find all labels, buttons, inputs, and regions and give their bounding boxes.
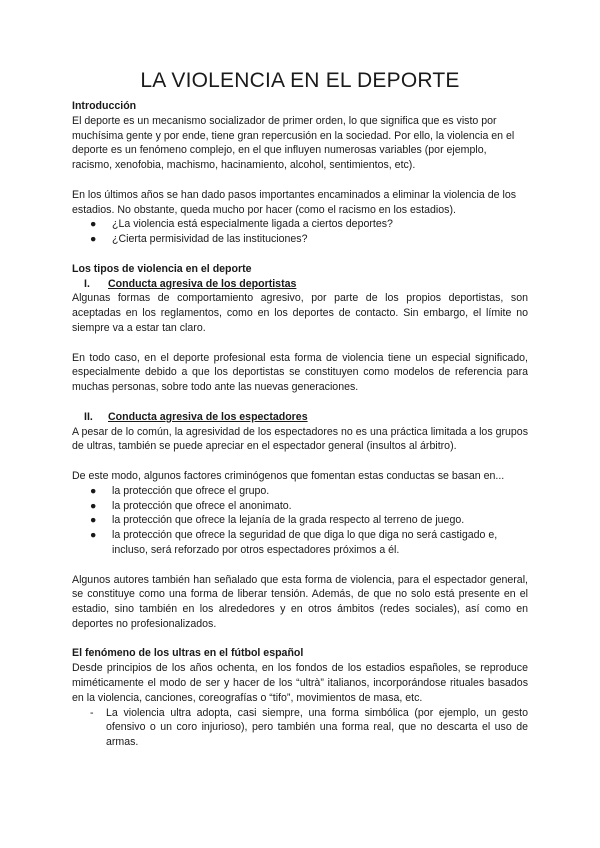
espectadores-paragraph-2: De este modo, algunos factores criminógenos que fomentan estas conductas se basan en... bbox=[72, 469, 505, 482]
spacer bbox=[72, 632, 528, 647]
ultras-heading: El fenómeno de los ultras en el fútbol español bbox=[72, 647, 304, 660]
document-page bbox=[72, 68, 528, 750]
spacer bbox=[72, 558, 528, 573]
document-title: LA VIOLENCIA EN EL DEPORTE bbox=[140, 69, 460, 92]
bullet-icon: ● bbox=[90, 499, 97, 512]
section-number: I. bbox=[84, 277, 90, 290]
list-item: - La violencia ultra adopta, casi siempre, una forma simbólica (por ejemplo, un gesto ofensivo o un coro injurioso), pero también una forma real, que no descarta el uso de armas. bbox=[90, 706, 528, 749]
spacer bbox=[72, 247, 528, 262]
spacer bbox=[72, 395, 528, 410]
list-item: ● la protección que ofrece el anonimato. bbox=[90, 499, 292, 512]
spacer bbox=[72, 173, 528, 188]
intro-paragraph-2: En los últimos años se han dado pasos importantes encaminados a eliminar la violencia de los estadios. No obstante, queda mucho por hacer (como el racismo en los estadios). bbox=[72, 188, 517, 216]
tipos-heading: Los tipos de violencia en el deporte bbox=[72, 262, 252, 275]
list-item: ● la protección que ofrece la seguridad de que diga lo que diga no será castigado e, incluso, será reforzado por otros espectadores próximos a él. bbox=[90, 529, 498, 556]
deportistas-paragraph-2: En todo caso, en el deporte profesional esta forma de violencia tiene un especial significado, especialmente debido a que los deportistas se constituyen como modelos de referencia para muchas personas, sobre todo ante las nuevas generaciones. bbox=[72, 351, 528, 394]
section-number: II. bbox=[84, 410, 93, 423]
list-item: ● la protección que ofrece el grupo. bbox=[90, 484, 270, 497]
bullet-icon: ● bbox=[90, 218, 97, 231]
bullet-icon: ● bbox=[90, 484, 97, 497]
section-title: Conducta agresiva de los deportistas bbox=[108, 277, 297, 290]
intro-bullet-list bbox=[72, 217, 528, 247]
spacer bbox=[72, 454, 528, 469]
intro-heading: Introducción bbox=[72, 100, 137, 112]
list-item: ● la protección que ofrece la lejanía de la grada respecto al terreno de juego. bbox=[90, 514, 465, 527]
espectadores-paragraph-3: Algunos autores también han señalado que esta forma de violencia, para el espectador general, se constituye como una forma de liberar tensión. Además, de que no solo está presente en el estadio, sino también en los alrededores y en otros ámbitos (redes sociales), así como en deportes no profesionalizados. bbox=[72, 573, 528, 630]
factores-bullet-list bbox=[72, 484, 528, 558]
section-heading-deportistas bbox=[72, 277, 528, 292]
bullet-icon: ● bbox=[90, 529, 97, 542]
intro-paragraph-1: El deporte es un mecanismo socializador de primer orden, lo que significa que es visto por muchísima gente y por ende, tiene gran repercusión en la sociedad. Por ello, la violencia en el deporte es un fenómeno complejo, en el que influyen numerosas variables (por ejemplo, racismo, xenofobia, machismo, hacinamiento, alcohol, sentimientos, etc). bbox=[72, 114, 515, 172]
espectadores-paragraph-1: A pesar de lo común, la agresividad de los espectadores no es una práctica limitada a los grupos de ultras, también se puede apreciar en el espectador general (insultos al árbitro). bbox=[72, 425, 528, 453]
spacer bbox=[72, 336, 528, 351]
bullet-icon: ● bbox=[90, 233, 97, 246]
bullet-icon: ● bbox=[90, 514, 97, 527]
ultras-dash-list bbox=[72, 706, 528, 750]
ultras-paragraph-1: Desde principios de los años ochenta, en los fondos de los estadios españoles, se reproduce miméticamente el modo de ser y hacer de los “ultrà” italianos, incorporándose rituales basados en la violencia, canciones, coreografías o “tifo”, movimientos de masa, etc. bbox=[72, 662, 528, 704]
dash-icon: - bbox=[90, 706, 94, 719]
section-title: Conducta agresiva de los espectadores bbox=[108, 410, 308, 423]
deportistas-paragraph-1: Algunas formas de comportamiento agresivo, por parte de los propios deportistas, son aceptadas en los reglamentos, como en los deportes de contacto. Sin embargo, el límite no siempre va a estar tan claro. bbox=[72, 292, 528, 334]
list-item: ● ¿Cierta permisividad de las instituciones? bbox=[90, 233, 308, 246]
list-item: ● ¿La violencia está especialmente ligada a ciertos deportes? bbox=[90, 218, 393, 231]
section-heading-espectadores bbox=[72, 410, 528, 425]
